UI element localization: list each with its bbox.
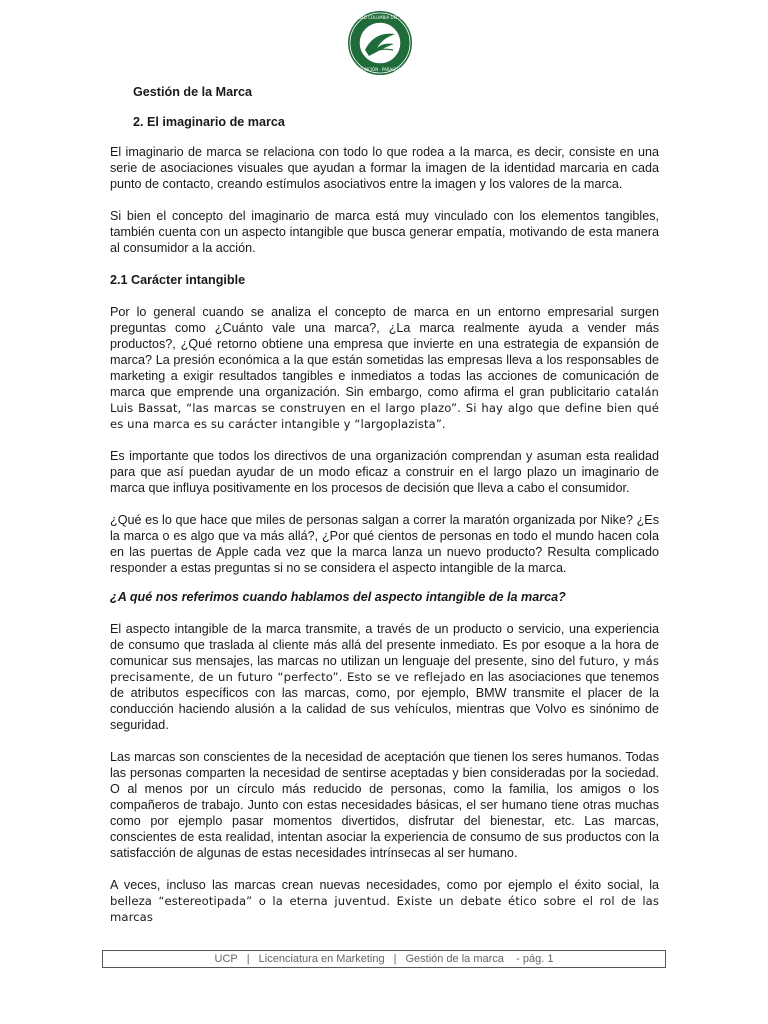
footer-separator: | (393, 953, 397, 965)
paragraph-1: El imaginario de marca se relaciona con todo lo que rodea a la marca, es decir, consiste en una serie de asociaciones visuales que ayudan a formar la imagen de la identidad marcaria en cada punto de contacto, creando estímulos asociativos entre la imagen y los valores de la marca. (110, 145, 659, 191)
footer-org: UCP (214, 953, 238, 965)
footer-program: Licenciatura en Marketing (258, 953, 385, 965)
section-heading-2-1: 2.1 Carácter intangible (110, 273, 246, 287)
university-logo (339, 10, 421, 76)
paragraph-6-rest: en las asociaciones que tenemos de atributos específicos con las marcas, como, por ejemplo, BMW transmite el placer de la conducción haciendo alusión a la calidad de sus vehículos, mientras que Volvo es sinónimo de seguridad. (110, 670, 659, 732)
paragraph-6 (110, 621, 659, 733)
paragraph-2: Si bien el concepto del imaginario de marca está muy vinculado con los elementos tangibles, también cuenta con un aspecto intangible que busca generar empatía, motivando de esta manera al consumidor a la acción. (110, 209, 659, 255)
svg-text:UNIVERSIDAD COLUMBIA DEL PARAG: UNIVERSIDAD COLUMBIA DEL PARAGUAY (339, 15, 421, 20)
footer-page-number: - pág. 1 (516, 953, 554, 965)
footer-subject: Gestión de la marca (405, 953, 504, 965)
paragraph-8-text: A veces, incluso las marcas crean nuevas necesidades, como por ejemplo el éxito social, la (110, 878, 659, 892)
paragraph-3 (110, 304, 659, 432)
svg-text:ASUNCIÓN · PARAGUAY: ASUNCIÓN · PARAGUAY (356, 67, 404, 72)
document-body (110, 84, 659, 925)
question-heading: ¿A qué nos referimos cuando hablamos del aspecto intangible de la marca? (110, 590, 566, 604)
paragraph-4: Es importante que todos los directivos de una organización comprendan y asuman esta realidad para que así puedan ayudar de un modo eficaz a construir en el largo plazo un imaginario de marca que influya positivamente en los procesos de decisión que lleva a cabo el consumidor. (110, 449, 659, 495)
section-heading-2: 2. El imaginario de marca (133, 115, 285, 129)
paragraph-6-quote: futuro, y más precisamente, de un futuro “perfecto”. Esto se ve reflejado (110, 654, 659, 684)
footer-separator: | (246, 953, 250, 965)
page-footer (102, 950, 666, 968)
paragraph-7: Las marcas son conscientes de la necesidad de aceptación que tienen los seres humanos. Todas las personas comparten la necesidad de sentirse aceptadas y bien consideradas por la sociedad. O al menos por un círculo más reducido de personas, como la familia, los amigos o los compañeros de trabajo. Junto con estas necesidades básicas, el ser humano tiene otras muchas como por ejemplo pasar momentos divertidos, disfrutar del bienestar, etc. Las marcas, conscientes de esta realidad, intentan asociar la experiencia de consumo de sus productos con la satisfacción de algunas de estas necesidades intrínsecas al ser humano. (110, 750, 659, 860)
paragraph-8 (110, 877, 659, 925)
paragraph-5: ¿Qué es lo que hace que miles de personas salgan a correr la maratón organizada por Nike? ¿Es la marca o es algo que va más allá?, ¿Por qué cientos de personas en todo el mundo hacen cola en las puertas de Apple cada vez que la marca lanza un nuevo producto? Resulta complicado responder a estas preguntas si no se considera el aspecto intangible de la marca. (110, 513, 659, 575)
document-title: Gestión de la Marca (133, 85, 252, 99)
paragraph-6-text: El aspecto intangible de la marca transmite, a través de un producto o servicio, una experiencia de consumo que traslada al cliente más allá del presente inmediato. Es por esoque a la hora de comunicar sus mensajes, las marcas no utilizan un lenguaje del presente, sino del (110, 622, 659, 668)
paragraph-3-text: Por lo general cuando se analiza el concepto de marca en un entorno empresarial surgen preguntas como ¿Cuánto vale una marca?, ¿La marca realmente ayuda a vender más productos?, ¿Qué retorno obtiene una empresa que invierte en una estrategia de expansión de marca? La presión económica a la que están sometidas las empresas lleva a los responsables de marketing a exigir resultados tangibles e inmediatos a todas las acciones de comunicación de marca que emprende una organización. Sin embargo, como afirma el gran publicitario (110, 305, 659, 399)
paragraph-8-quote: belleza “estereotipada” o la eterna juventud. Existe un debate ético sobre el rol de las marcas (110, 894, 659, 924)
paragraph-3-quote: catalán Luis Bassat, “las marcas se construyen en el largo plazo”. Si hay algo que define bien qué es una marca es su carácter intangible y “largoplazista”. (110, 385, 659, 431)
